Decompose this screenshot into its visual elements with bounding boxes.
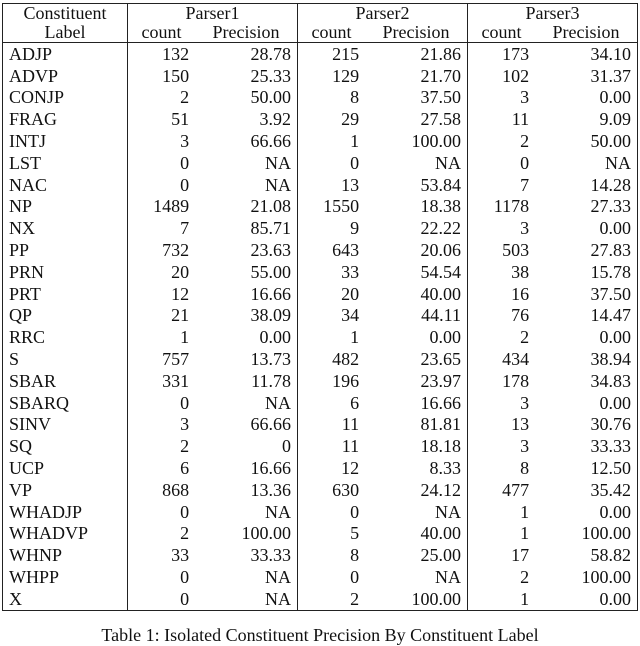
parser2-header: Parser2: [297, 4, 467, 24]
label-cell: SQ: [3, 435, 128, 457]
label-cell: RRC: [3, 326, 128, 348]
table-row: [3, 217, 638, 239]
parser3-precision-cell: 38.94: [535, 348, 637, 370]
parser1-precision-cell: 100.00: [195, 523, 297, 545]
parser1-count-cell: 757: [162, 349, 190, 370]
table-row: [3, 566, 638, 588]
parser3-count-cell: 2: [520, 567, 530, 588]
parser3-count-cell: 16: [511, 283, 530, 304]
parser3-count-cell: 17: [511, 545, 530, 566]
parser2-count-cell: 215: [332, 43, 360, 64]
parser2-count-cell: 1: [350, 131, 360, 152]
parser1-precision-cell: NA: [195, 566, 297, 588]
parser1-count-cell: 0: [180, 174, 190, 195]
label-cell: SBAR: [3, 370, 128, 392]
table-row: [3, 392, 638, 414]
parser2-count-cell: 0: [350, 501, 360, 522]
parser1-precision-cell: 55.00: [195, 261, 297, 283]
table-row: [3, 65, 638, 87]
parser1-count-cell: 33: [171, 545, 190, 566]
parser3-precision-cell: 0.00: [535, 217, 637, 239]
parser3-precision-cell: 37.50: [535, 283, 637, 305]
label-cell: ADVP: [3, 65, 128, 87]
parser3-count-cell: 173: [502, 43, 530, 64]
parser3-count-cell: 38: [511, 261, 530, 282]
parser3-count-cell: 0: [520, 152, 530, 173]
table-row: [3, 87, 638, 109]
parser3-precision-cell: 0.00: [535, 326, 637, 348]
label-header-line2: Label: [3, 23, 128, 43]
parser3-count-cell: 13: [511, 414, 530, 435]
label-cell: CONJP: [3, 87, 128, 109]
parser1-count-cell: 0: [128, 588, 196, 610]
parser2-count-cell: 482: [332, 349, 360, 370]
table-row: [3, 239, 638, 261]
parser3-count-cell: 477: [502, 479, 530, 500]
parser3-precision-cell: 58.82: [535, 544, 637, 566]
table-row: [3, 544, 638, 566]
parser2-precision-cell: 81.81: [365, 414, 467, 436]
header-row-columns: [3, 23, 638, 43]
precision-header: Precision: [535, 23, 637, 43]
label-cell: S: [3, 348, 128, 370]
parser3-count-cell: 3: [520, 392, 530, 413]
parser1-count-cell: 132: [162, 43, 190, 64]
parser1-precision-cell: 66.66: [195, 130, 297, 152]
parser2-precision-cell: 53.84: [365, 174, 467, 196]
parser2-count-cell: 9: [350, 218, 360, 239]
table-row: [3, 174, 638, 196]
parser2-precision-cell: 18.18: [365, 435, 467, 457]
table-row: [3, 523, 638, 545]
parser3-count-cell: 1: [467, 588, 535, 610]
parser2-precision-cell: 8.33: [365, 457, 467, 479]
table-row: [3, 348, 638, 370]
constituent-precision-table: [2, 3, 638, 611]
parser2-precision-cell: 16.66: [365, 392, 467, 414]
parser3-precision-cell: 100.00: [535, 523, 637, 545]
parser3-count-cell: 102: [502, 65, 530, 86]
parser1-count-cell: 0: [180, 567, 190, 588]
parser3-precision-cell: 0.00: [535, 588, 637, 610]
parser3-count-cell: 7: [520, 174, 530, 195]
parser3-precision-cell: 100.00: [535, 566, 637, 588]
parser1-precision-cell: 13.36: [195, 479, 297, 501]
table-row: [3, 196, 638, 218]
parser2-precision-cell: 23.65: [365, 348, 467, 370]
label-cell: SINV: [3, 414, 128, 436]
parser3-precision-cell: 33.33: [535, 435, 637, 457]
table-row: [3, 152, 638, 174]
label-cell: WHADJP: [3, 501, 128, 523]
parser1-count-cell: 150: [162, 65, 190, 86]
parser2-count-cell: 643: [332, 240, 360, 261]
parser2-precision-cell: 100.00: [365, 130, 467, 152]
parser3-precision-cell: NA: [535, 152, 637, 174]
table-row: [3, 326, 638, 348]
precision-header: Precision: [365, 23, 467, 43]
table-row: [3, 305, 638, 327]
parser3-precision-cell: 27.83: [535, 239, 637, 261]
parser1-count-cell: 0: [180, 501, 190, 522]
table-row: [3, 588, 638, 610]
parser1-precision-cell: 13.73: [195, 348, 297, 370]
parser2-count-cell: 34: [341, 305, 360, 326]
parser2-count-cell: 0: [350, 152, 360, 173]
parser2-precision-cell: 22.22: [365, 217, 467, 239]
parser1-precision-cell: NA: [195, 588, 297, 610]
parser1-precision-cell: 25.33: [195, 65, 297, 87]
parser1-precision-cell: 38.09: [195, 305, 297, 327]
parser3-count-cell: 503: [502, 240, 530, 261]
label-cell: LST: [3, 152, 128, 174]
parser1-precision-cell: 0: [195, 435, 297, 457]
parser3-precision-cell: 15.78: [535, 261, 637, 283]
label-cell: ADJP: [3, 43, 128, 65]
parser2-count-cell: 11: [341, 436, 360, 457]
parser2-count-cell: 5: [350, 523, 360, 544]
parser3-precision-cell: 30.76: [535, 414, 637, 436]
label-cell: X: [3, 588, 128, 610]
parser1-count-cell: 868: [162, 479, 190, 500]
label-cell: NP: [3, 196, 128, 218]
parser1-count-cell: 51: [171, 109, 190, 130]
parser2-count-cell: 129: [332, 65, 360, 86]
parser2-precision-cell: 21.70: [365, 65, 467, 87]
table-row: [3, 130, 638, 152]
parser2-precision-cell: NA: [365, 152, 467, 174]
table-row: [3, 457, 638, 479]
parser3-precision-cell: 0.00: [535, 87, 637, 109]
parser3-precision-cell: 14.28: [535, 174, 637, 196]
parser3-precision-cell: 9.09: [535, 108, 637, 130]
label-cell: FRAG: [3, 108, 128, 130]
parser1-precision-cell: 3.92: [195, 108, 297, 130]
parser1-precision-cell: NA: [195, 152, 297, 174]
parser1-precision-cell: 0.00: [195, 326, 297, 348]
table-row: [3, 283, 638, 305]
parser3-count-cell: 8: [520, 458, 530, 479]
count-header: count: [467, 23, 535, 43]
parser2-precision-cell: 40.00: [365, 283, 467, 305]
parser2-count-cell: 13: [341, 174, 360, 195]
table-row: [3, 414, 638, 436]
parser3-count-cell: 178: [502, 370, 530, 391]
parser2-precision-cell: 24.12: [365, 479, 467, 501]
parser1-count-cell: 1489: [153, 196, 190, 217]
parser3-count-cell: 3: [520, 87, 530, 108]
parser2-count-cell: 2: [297, 588, 365, 610]
parser1-count-cell: 331: [162, 370, 190, 391]
parser2-count-cell: 1550: [323, 196, 360, 217]
parser3-precision-cell: 35.42: [535, 479, 637, 501]
parser1-precision-cell: 23.63: [195, 239, 297, 261]
parser2-precision-cell: 37.50: [365, 87, 467, 109]
parser3-precision-cell: 34.10: [535, 43, 637, 65]
parser2-precision-cell: 21.86: [365, 43, 467, 65]
parser1-count-cell: 2: [180, 436, 190, 457]
label-cell: INTJ: [3, 130, 128, 152]
label-cell: NX: [3, 217, 128, 239]
parser1-count-cell: 3: [180, 131, 190, 152]
table-row: [3, 370, 638, 392]
parser3-header: Parser3: [467, 4, 637, 24]
parser2-count-cell: 11: [341, 414, 360, 435]
parser3-count-cell: 2: [520, 327, 530, 348]
table-row: [3, 43, 638, 65]
parser2-count-cell: 630: [332, 479, 360, 500]
parser1-precision-cell: 33.33: [195, 544, 297, 566]
label-cell: PRT: [3, 283, 128, 305]
label-cell: WHNP: [3, 544, 128, 566]
parser1-count-cell: 6: [180, 458, 190, 479]
parser3-count-cell: 3: [520, 436, 530, 457]
parser1-precision-cell: 50.00: [195, 87, 297, 109]
label-cell: WHADVP: [3, 523, 128, 545]
parser3-count-cell: 1178: [493, 196, 530, 217]
label-cell: PP: [3, 239, 128, 261]
table-caption: Table 1: Isolated Constituent Precision By Constituent Label: [101, 625, 539, 645]
parser1-count-cell: 2: [180, 87, 190, 108]
parser1-precision-cell: 16.66: [195, 283, 297, 305]
parser3-precision-cell: 50.00: [535, 130, 637, 152]
label-cell: WHPP: [3, 566, 128, 588]
parser2-count-cell: 33: [341, 261, 360, 282]
parser1-precision-cell: NA: [195, 501, 297, 523]
parser3-count-cell: 1: [520, 501, 530, 522]
parser2-precision-cell: 23.97: [365, 370, 467, 392]
parser2-precision-cell: 44.11: [365, 305, 467, 327]
parser1-count-cell: 21: [171, 305, 190, 326]
parser1-count-cell: 12: [171, 283, 190, 304]
parser2-precision-cell: 40.00: [365, 523, 467, 545]
parser2-count-cell: 29: [341, 109, 360, 130]
parser2-count-cell: 20: [341, 283, 360, 304]
label-cell: PRN: [3, 261, 128, 283]
parser1-count-cell: 20: [171, 261, 190, 282]
parser3-count-cell: 11: [511, 109, 530, 130]
parser1-header: Parser1: [128, 4, 298, 24]
parser1-precision-cell: NA: [195, 392, 297, 414]
parser2-count-cell: 8: [350, 87, 360, 108]
parser2-precision-cell: NA: [365, 566, 467, 588]
parser2-count-cell: 8: [350, 545, 360, 566]
parser2-count-cell: 1: [350, 327, 360, 348]
parser1-precision-cell: 85.71: [195, 217, 297, 239]
parser3-precision-cell: 34.83: [535, 370, 637, 392]
parser3-count-cell: 76: [511, 305, 530, 326]
label-cell: SBARQ: [3, 392, 128, 414]
parser2-precision-cell: NA: [365, 501, 467, 523]
parser2-count-cell: 6: [350, 392, 360, 413]
parser3-precision-cell: 27.33: [535, 196, 637, 218]
parser3-precision-cell: 12.50: [535, 457, 637, 479]
parser2-count-cell: 0: [350, 567, 360, 588]
parser3-precision-cell: 31.37: [535, 65, 637, 87]
parser1-count-cell: 7: [180, 218, 190, 239]
parser3-count-cell: 3: [520, 218, 530, 239]
table-row: [3, 261, 638, 283]
table-row: [3, 479, 638, 501]
label-header-line1: Constituent: [3, 4, 128, 24]
header-row-parsers: [3, 4, 638, 24]
parser2-precision-cell: 0.00: [365, 326, 467, 348]
parser2-precision-cell: 100.00: [365, 588, 467, 610]
table-row: [3, 435, 638, 457]
parser2-precision-cell: 18.38: [365, 196, 467, 218]
parser2-count-cell: 12: [341, 458, 360, 479]
label-cell: VP: [3, 479, 128, 501]
parser1-precision-cell: 66.66: [195, 414, 297, 436]
parser1-precision-cell: 11.78: [195, 370, 297, 392]
parser2-precision-cell: 20.06: [365, 239, 467, 261]
parser1-count-cell: 1: [180, 327, 190, 348]
parser3-count-cell: 434: [502, 349, 530, 370]
label-cell: QP: [3, 305, 128, 327]
parser2-precision-cell: 54.54: [365, 261, 467, 283]
parser1-precision-cell: 21.08: [195, 196, 297, 218]
parser2-precision-cell: 27.58: [365, 108, 467, 130]
parser1-precision-cell: 16.66: [195, 457, 297, 479]
parser3-count-cell: 2: [520, 131, 530, 152]
parser3-count-cell: 1: [520, 523, 530, 544]
parser1-count-cell: 2: [180, 523, 190, 544]
parser1-count-cell: 732: [162, 240, 190, 261]
parser1-count-cell: 0: [180, 152, 190, 173]
parser2-precision-cell: 25.00: [365, 544, 467, 566]
parser1-count-cell: 0: [180, 392, 190, 413]
parser3-precision-cell: 0.00: [535, 392, 637, 414]
parser3-precision-cell: 0.00: [535, 501, 637, 523]
table-body: [3, 43, 638, 611]
count-header: count: [128, 23, 196, 43]
label-cell: UCP: [3, 457, 128, 479]
label-cell: NAC: [3, 174, 128, 196]
parser1-precision-cell: NA: [195, 174, 297, 196]
parser1-count-cell: 3: [180, 414, 190, 435]
parser2-count-cell: 196: [332, 370, 360, 391]
parser1-precision-cell: 28.78: [195, 43, 297, 65]
count-header: count: [297, 23, 365, 43]
table-row: [3, 108, 638, 130]
precision-header: Precision: [195, 23, 297, 43]
parser3-precision-cell: 14.47: [535, 305, 637, 327]
table-row: [3, 501, 638, 523]
